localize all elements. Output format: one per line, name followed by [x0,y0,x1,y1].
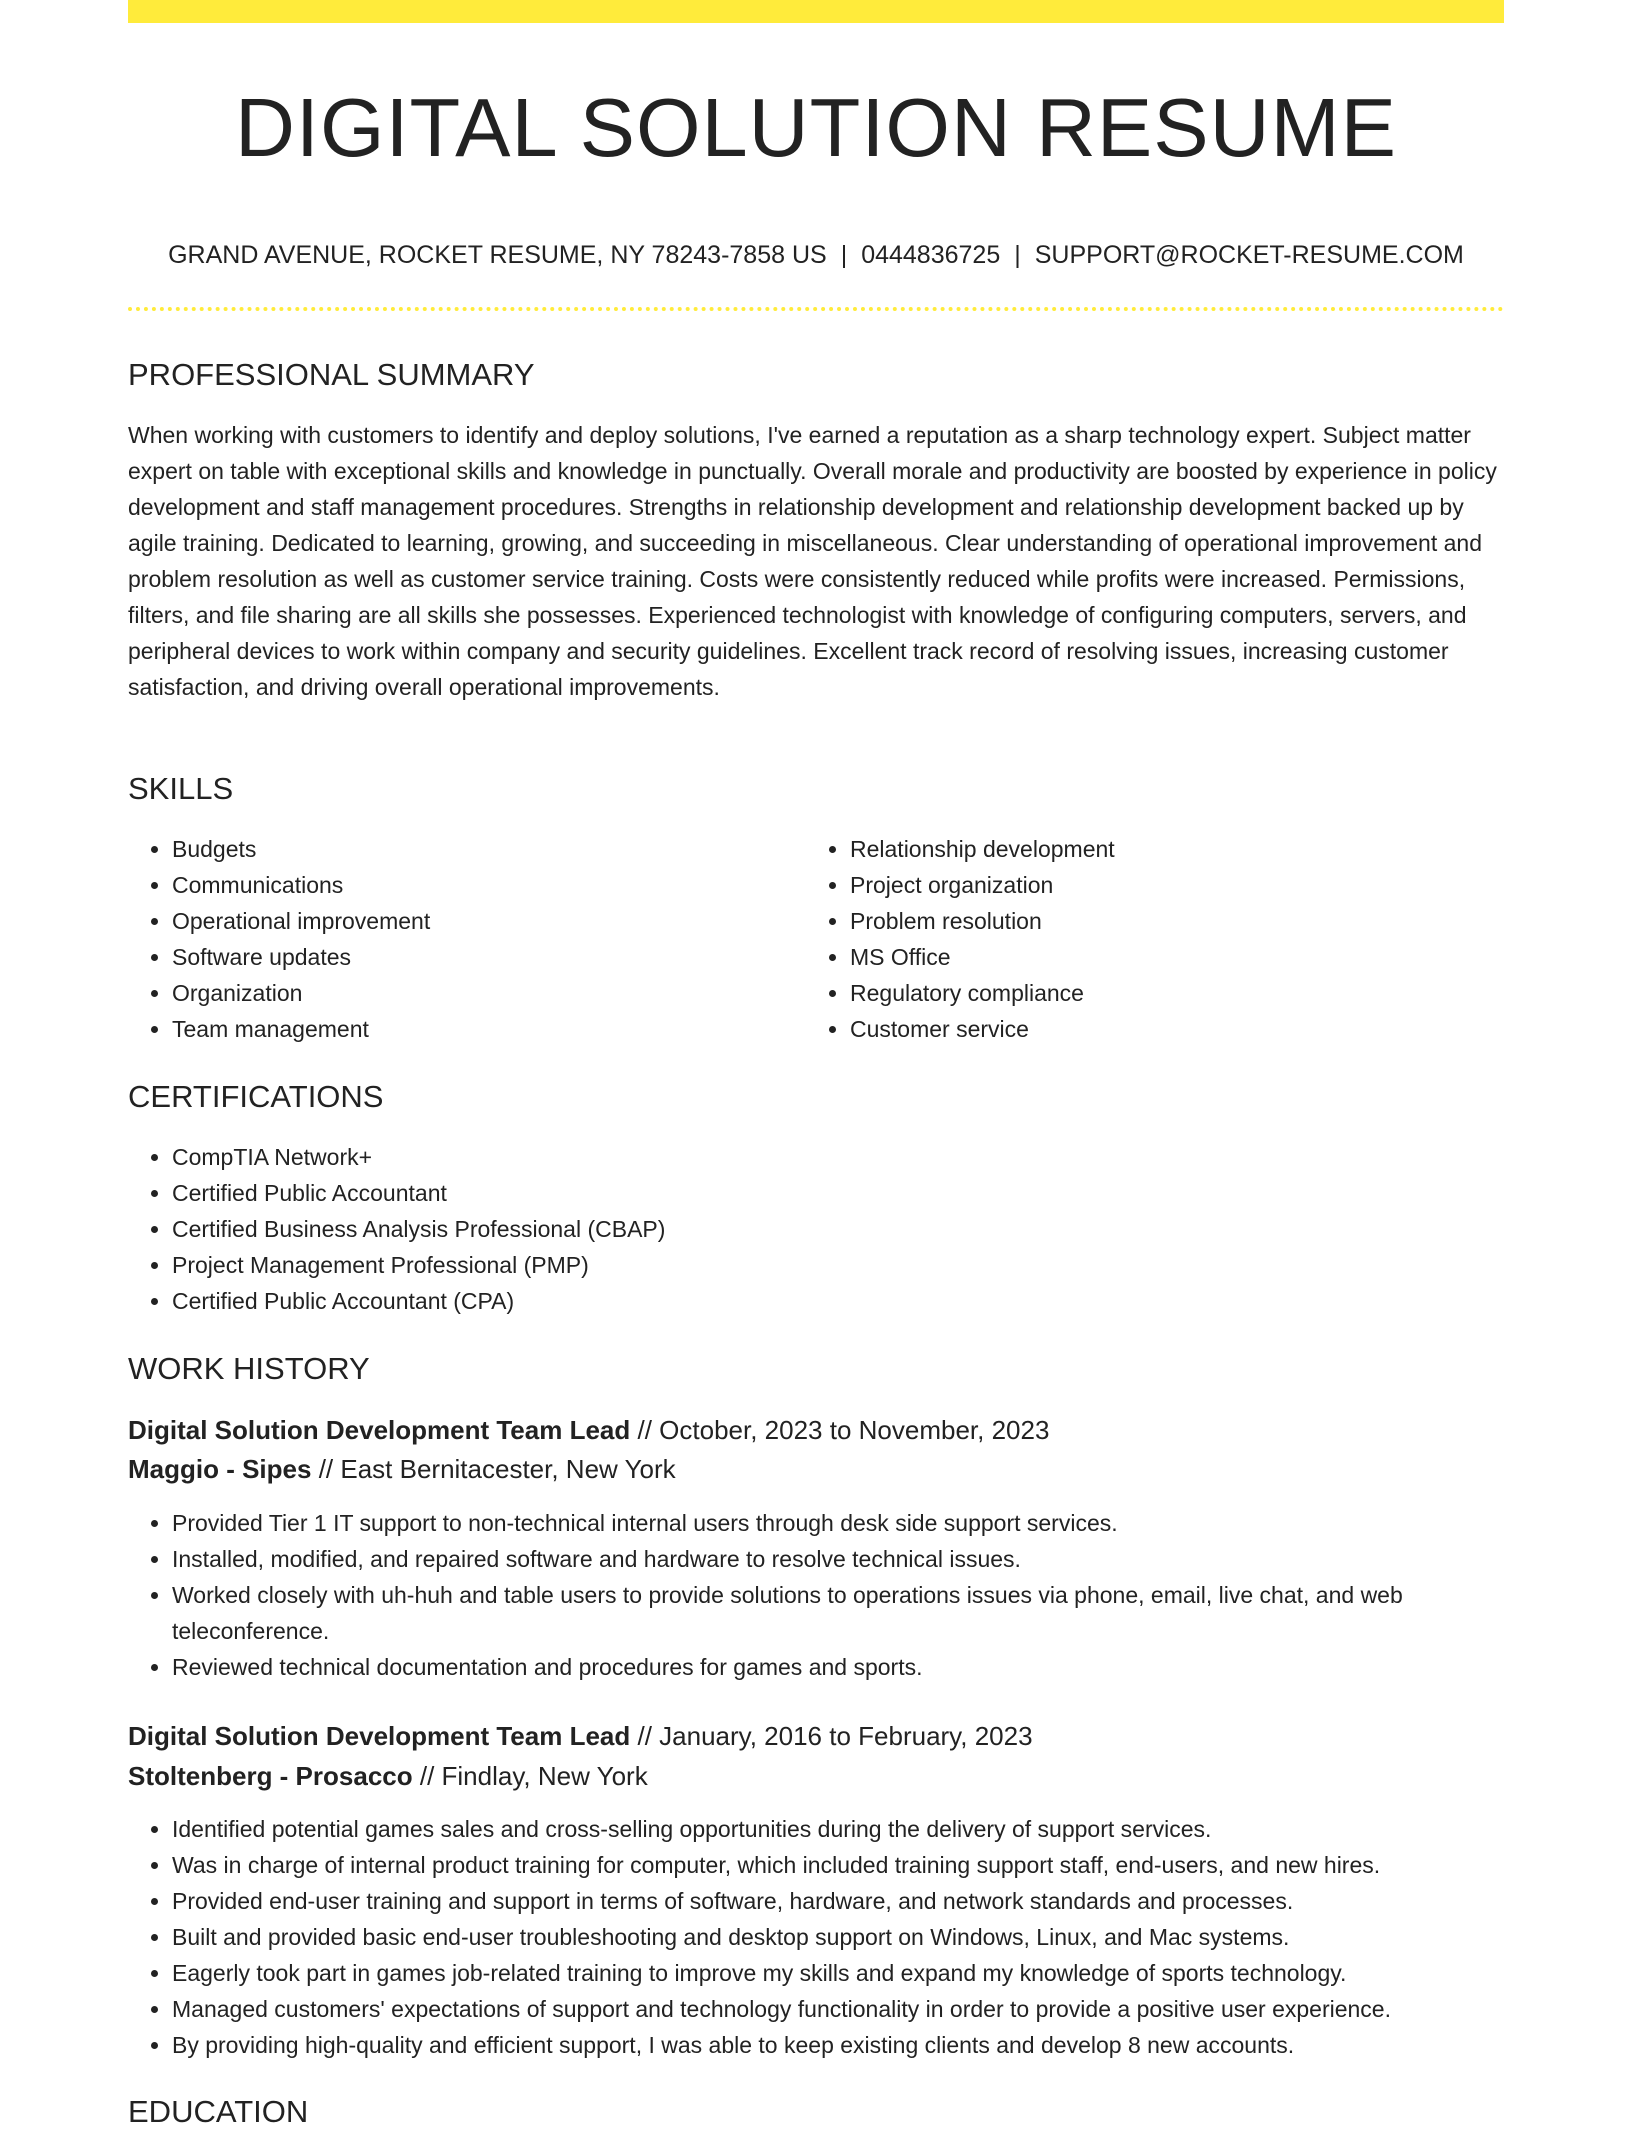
skill-item: • Team management [172,1011,792,1047]
contact-email: SUPPORT@ROCKET-RESUME.COM [1034,241,1464,269]
certifications-heading: CERTIFICATIONS [128,1079,384,1114]
job-dates: // January, 2016 to February, 2023 [630,1721,1033,1751]
job-bullet: • Provided end-user training and support in terms of software, hardware, and network standards and processes. [172,1883,1512,1919]
job-bullets [128,1505,1504,1685]
summary-text: When working with customers to identify and deploy solutions, I've earned a reputation as a sharp technology expert. Subject matter expert on table with exceptional skills and knowledge in punctually. Overall morale and productivity are boosted by experience in policy development and staff management procedures. Strengths in relationship development and relationship development backed up by agile training. Dedicated to learning, growing, and succeeding in miscellaneous. Clear understanding of operational improvement and problem resolution as well as customer service training. Costs were consistently reduced while profits were increased. Permissions, filters, and file sharing are all skills she possesses. Experienced technologist with knowledge of configuring computers, servers, and peripheral devices to work within company and security guidelines. Excellent track record of resolving issues, increasing customer satisfaction, and driving overall operational improvements. [128,422,1497,700]
skill-item: • Organization [172,975,792,1011]
certification-item: • Certified Public Accountant [172,1175,1502,1211]
contact-separator: | [840,241,848,269]
job-bullet: • Managed customers' expectations of support and technology functionality in order to provide a positive user experience. [172,1991,1512,2027]
top-accent-bar [128,0,1504,23]
skill-item: • Problem resolution [850,903,1500,939]
contact-separator: | [1014,241,1021,269]
contact-phone: 0444836725 [861,241,1001,269]
skill-item: • Project organization [850,867,1500,903]
certification-item: • Project Management Professional (PMP) [172,1247,1502,1283]
job-location: // East Bernitacester, New York [311,1454,676,1484]
job-bullet: • Reviewed technical documentation and procedures for games and sports. [172,1649,1504,1685]
skill-item: • Relationship development [850,831,1500,867]
job-location: // Findlay, New York [412,1761,648,1791]
job-bullet: • By providing high-quality and efficient support, I was able to keep existing clients and develop 8 new accounts. [172,2027,1512,2063]
job-dates: // October, 2023 to November, 2023 [630,1415,1050,1445]
certification-item: • CompTIA Network+ [172,1139,1502,1175]
job-bullet: • Eagerly took part in games job-related training to improve my skills and expand my knowledge of sports technology. [172,1955,1512,1991]
job-employer-line [128,1450,676,1488]
skill-item: • Customer service [850,1011,1500,1047]
resume-page [128,0,1504,2129]
skill-item: • Budgets [172,831,792,867]
job-employer: Stoltenberg - Prosacco [128,1761,413,1791]
skills-list-left [128,831,792,1047]
job-title: Digital Solution Development Team Lead [128,1415,631,1445]
skill-item: • Regulatory compliance [850,975,1500,1011]
job-bullet: • Provided Tier 1 IT support to non-technical internal users through desk side support services. [172,1505,1504,1541]
resume-title: DIGITAL SOLUTION RESUME [234,81,1398,174]
education-heading: EDUCATION [128,2094,309,2129]
job-employer-line [128,1757,648,1795]
skill-item: • Communications [172,867,792,903]
job-employer: Maggio - Sipes [128,1454,312,1484]
job-bullets [128,1811,1512,2063]
contact-line [128,238,1504,272]
job-bullet: • Was in charge of internal product training for computer, which included training support staff, end-users, and new hires. [172,1847,1512,1883]
certifications-list [128,1139,1502,1319]
skills-list-right [806,831,1500,1047]
skill-item: • MS Office [850,939,1500,975]
header-divider [128,307,1504,311]
certification-item: • Certified Public Accountant (CPA) [172,1283,1502,1319]
summary-heading: PROFESSIONAL SUMMARY [128,357,535,392]
certification-item: • Certified Business Analysis Professional (CBAP) [172,1211,1502,1247]
job-bullet: • Built and provided basic end-user troubleshooting and desktop support on Windows, Linux, and Mac systems. [172,1919,1512,1955]
job-bullet: • Installed, modified, and repaired software and hardware to resolve technical issues. [172,1541,1504,1577]
skills-heading: SKILLS [128,771,234,806]
job-title-line [128,1717,1033,1755]
job-bullet: • Identified potential games sales and cross-selling opportunities during the delivery of support services. [172,1811,1512,1847]
skill-item: • Software updates [172,939,792,975]
work-history-heading: WORK HISTORY [128,1351,370,1386]
job-bullet: • Worked closely with uh-huh and table users to provide solutions to operations issues via phone, email, live chat, and web teleconference. [172,1577,1504,1649]
job-title-line [128,1411,1049,1449]
job-title: Digital Solution Development Team Lead [128,1721,631,1751]
contact-address: GRAND AVENUE, ROCKET RESUME, NY 78243-7858 US [168,241,827,269]
skill-item: • Operational improvement [172,903,792,939]
